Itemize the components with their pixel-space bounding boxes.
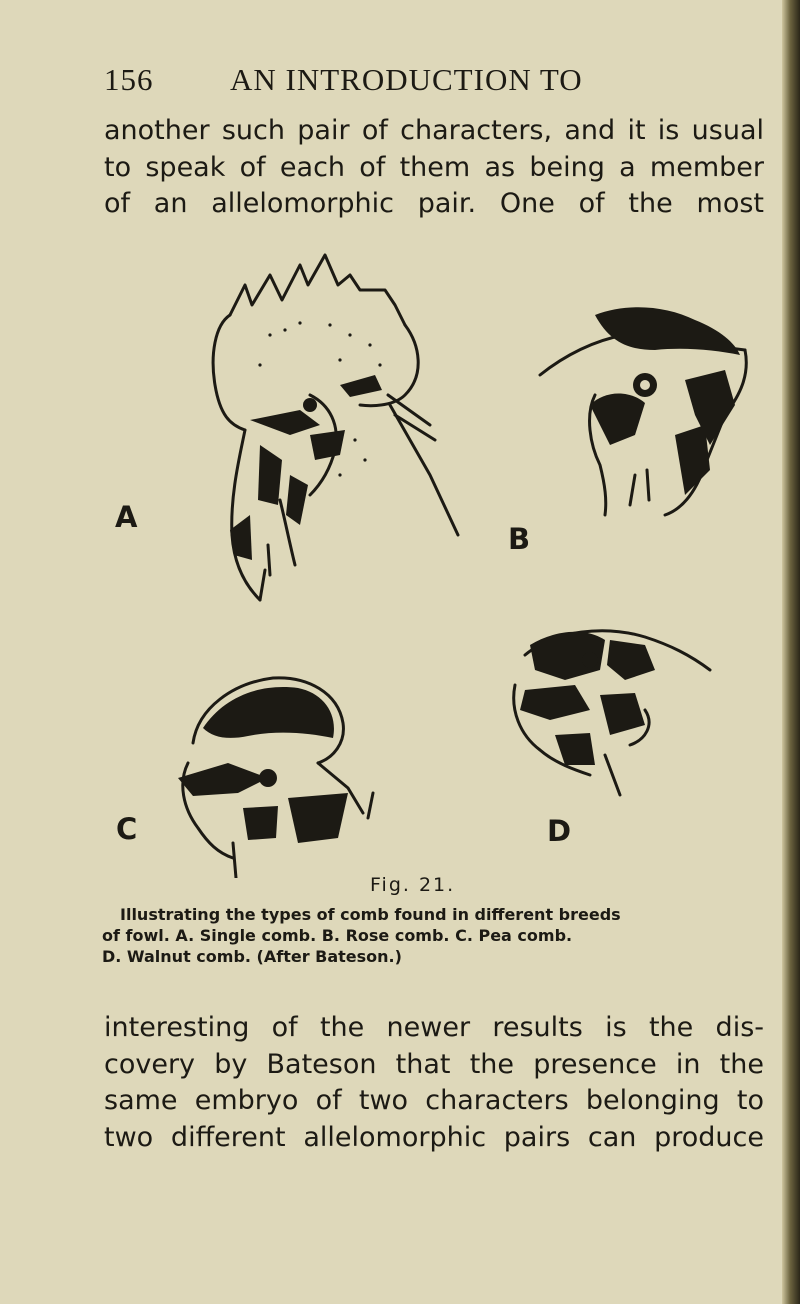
figure-label-c: C: [116, 812, 138, 846]
figure-label-a: A: [115, 500, 138, 534]
text-line: to speak of each of them as being a member: [104, 151, 764, 183]
page-edge-shadow: [782, 0, 800, 1304]
comb-illustration-a: [190, 245, 470, 615]
figure-label-d: D: [547, 814, 572, 848]
text-line: interesting of the newer results is the dis-: [104, 1012, 764, 1043]
text-line: same embryo of two characters belonging to: [104, 1085, 764, 1116]
paragraph-bottom: [104, 1010, 764, 1156]
figure-caption: [102, 904, 752, 967]
comb-illustration-b: [535, 295, 760, 525]
caption-line: of fowl. A. Single comb. B. Rose comb. C. Pea comb.: [102, 926, 573, 945]
comb-illustration-c: [148, 668, 378, 878]
page-header: [104, 62, 764, 102]
caption-line: D. Walnut comb. (After Bateson.): [102, 947, 402, 966]
page-number: 156: [104, 62, 154, 97]
text-line: of an allelomorphic pair. One of the most: [104, 188, 764, 219]
running-title: AN INTRODUCTION TO: [230, 62, 583, 97]
figure-title: Fig. 21.: [370, 874, 456, 896]
text-line: another such pair of characters, and it is usual: [104, 115, 764, 146]
figure-label-b: B: [508, 522, 531, 556]
text-line: covery by Bateson that the presence in the: [104, 1048, 764, 1080]
comb-illustration-d: [495, 615, 715, 805]
paragraph-top: [104, 113, 764, 223]
text-line: two different allelomorphic pairs can produce: [104, 1121, 764, 1153]
caption-line: Illustrating the types of comb found in different breeds: [120, 905, 621, 924]
